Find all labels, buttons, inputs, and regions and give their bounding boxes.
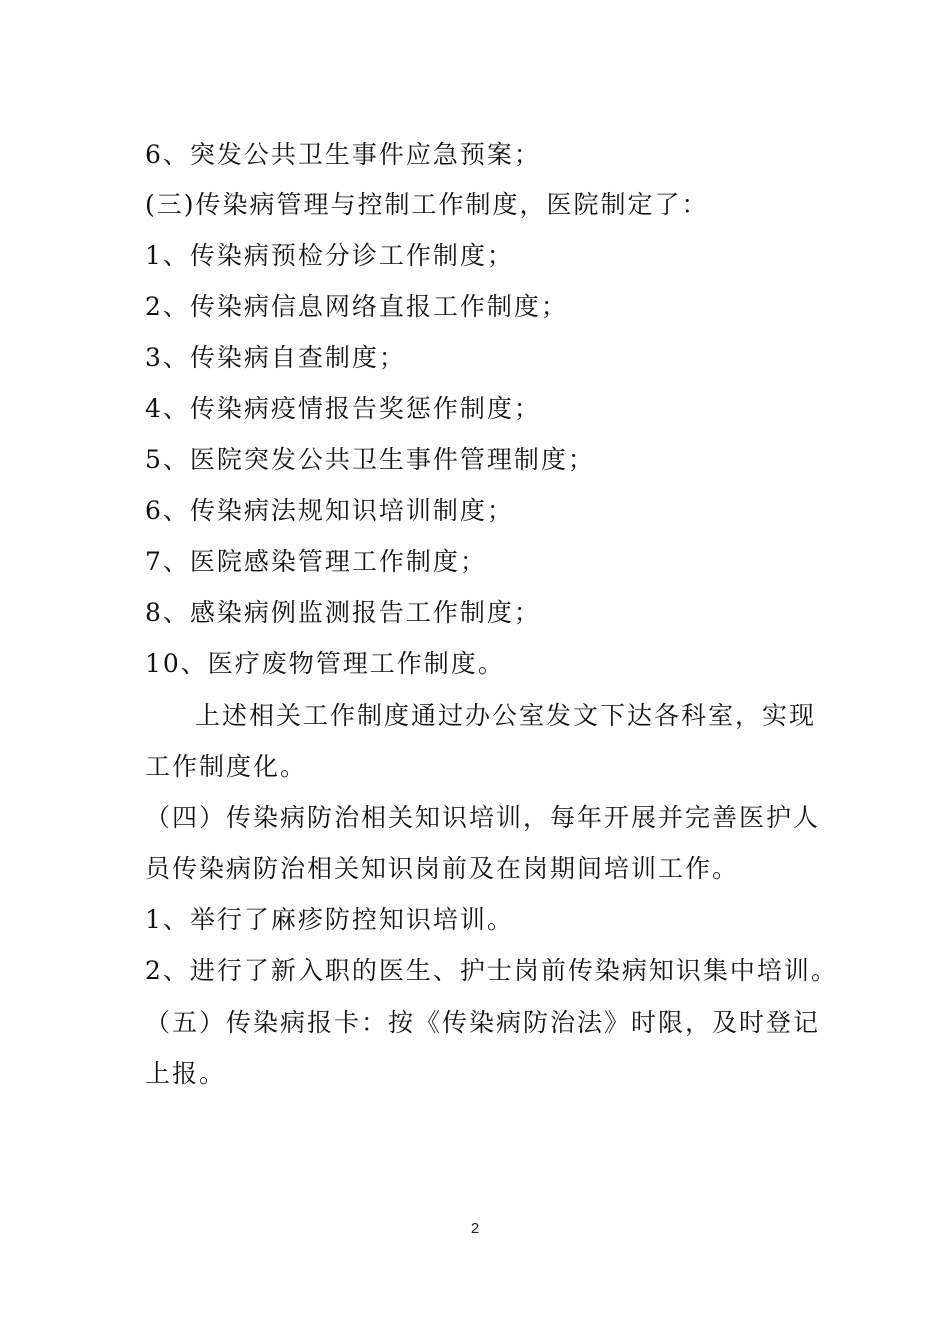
section-heading: （四）传染病防治相关知识培训，每年开展并完善医护人 — [145, 803, 821, 832]
paragraph-line: 上报。 — [145, 1059, 227, 1088]
text-line: 1、传染病预检分诊工作制度； — [145, 241, 514, 270]
text-line: 2、进行了新入职的医生、护士岗前传染病知识集中培训。 — [145, 956, 838, 985]
text-line: 3、传染病自查制度； — [145, 343, 406, 372]
text-line: 6、传染病法规知识培训制度； — [145, 496, 514, 525]
text-line: 10、医疗废物管理工作制度。 — [145, 649, 505, 678]
text-line: 4、传染病疫情报告奖惩作制度； — [145, 394, 541, 423]
text-line: 1、举行了麻疹防控知识培训。 — [145, 905, 514, 934]
paragraph-line: 上述相关工作制度通过办公室发文下达各科室，实现 — [195, 701, 817, 730]
section-heading: (三)传染病管理与控制工作制度，医院制定了： — [145, 190, 709, 219]
text-line: 8、感染病例监测报告工作制度； — [145, 598, 541, 627]
page-number: 2 — [470, 1220, 480, 1237]
text-line: 6、突发公共卫生事件应急预案； — [145, 140, 541, 169]
paragraph-line: 员传染病防治相关知识岗前及在岗期间培训工作。 — [145, 854, 740, 883]
text-line: 7、医院感染管理工作制度； — [145, 547, 487, 576]
text-line: 5、医院突发公共卫生事件管理制度； — [145, 445, 595, 474]
paragraph-line: 工作制度化。 — [145, 752, 308, 781]
text-line: 2、传染病信息网络直报工作制度； — [145, 292, 568, 321]
section-heading: （五）传染病报卡：按《传染病防治法》时限，及时登记 — [145, 1008, 821, 1037]
